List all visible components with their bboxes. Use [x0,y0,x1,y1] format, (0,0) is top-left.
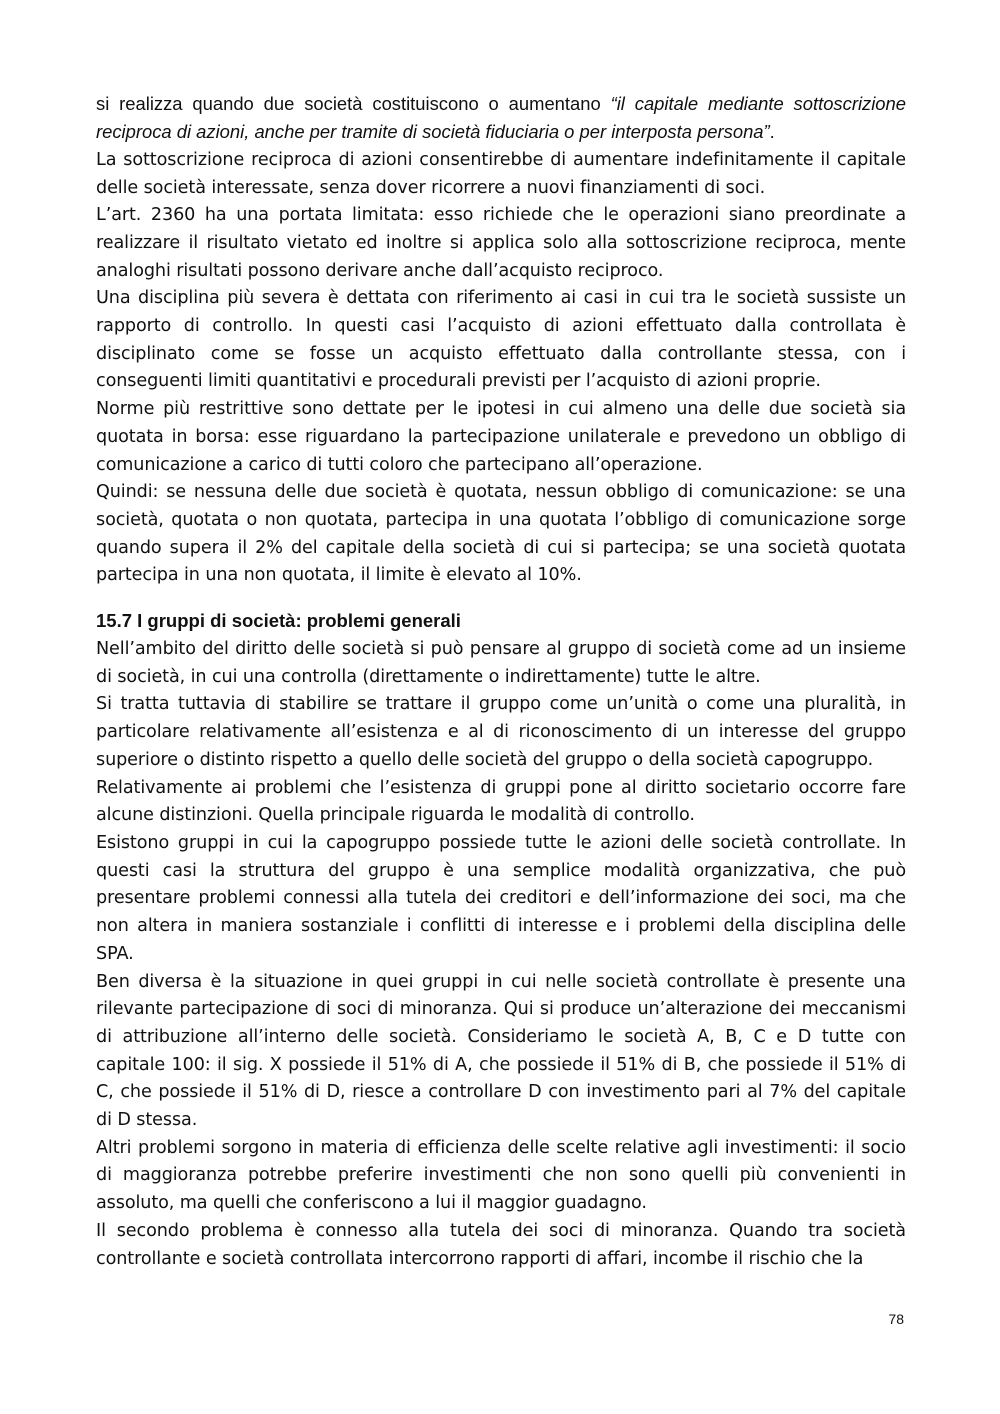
paragraph-group-unity: Si tratta tuttavia di stabilire se trattare il gruppo come un’unità o come una pluralità, in particolare relativamente all’esistenza e al di riconoscimento di un interesse del gruppo superiore o distinto rispetto a quello delle società del gruppo o della società capogruppo. [96,694,906,770]
paragraph-group-definition: Nell’ambito del diritto delle società si può pensare al gruppo di società come ad un insieme di società, in cui una controlla (direttamente o indirettamente) tutte le altre. [96,639,906,687]
document-page [96,90,906,1273]
page-number: 78 [888,1311,904,1327]
paragraph-communication-thresholds: Quindi: se nessuna delle due società è quotata, nessun obbligo di comunicazione: se una società, quotata o non quotata, partecipa in una quotata l’obbligo di comunicazione sorge quando supera il 2% del capitale della società di cui si partecipa; se una società quotata partecipa in una non quotata, il limite è elevato al 10%. [96,482,906,586]
paragraph-wholly-owned-groups: Esistono gruppi in cui la capogruppo possiede tutte le azioni delle società controllate. In questi casi la struttura del gruppo è una semplice modalità organizzativa, che può presentare problemi connessi alla tutela dei creditori e dell’informazione dei soci, ma che non altera in maniera sostanziale i conflitti di interesse e i problemi della disciplina delle SPA. [96,832,906,964]
paragraph-reciprocal-subscription-effect: La sottoscrizione reciproca di azioni consentirebbe di aumentare indefinitamente il capitale delle società interessate, senza dover ricorrere a nuovi finanziamenti di soci. [96,149,906,198]
paragraph-text: si realizza quando due società costituiscono o aumentano [96,93,611,114]
paragraph-art-2360: L’art. 2360 ha una portata limitata: esso richiede che le operazioni siano preordinate a realizzare il risultato vietato ed inoltre si applica solo alla sottoscrizione reciproca, mente analoghi risultati possono derivare anche dall’acquisto reciproco. [96,205,906,281]
paragraph-investment-efficiency: Altri problemi sorgono in materia di efficienza delle scelte relative agli investimenti: il socio di maggioranza potrebbe preferire investimenti che non sono quelli più convenienti in assoluto, ma quelli che conferiscono a lui il maggior guadagno. [96,1137,906,1214]
paragraph-punctuation: . [769,121,775,143]
quoted-law-text: “il capitale mediante sottoscrizione reciproca di azioni, anche per tramite di società fiduciaria o per interposta persona” [96,93,906,143]
section-heading: 15.7 I gruppi di società: problemi generali [96,610,461,632]
paragraph-minority-shareholders: Ben diversa è la situazione in quei gruppi in cui nelle società controllate è presente una rilevante partecipazione di soci di minoranza. Qui si produce un’alterazione dei meccanismi di attribuzione all’interno delle società. Consideriamo le società A, B, C e D tutte con capitale 100: il sig. X possiede il 51% di A, che possiede il 51% di B, che possiede il 51% di C, che possiede il 51% di D, riesce a controllare D con investimento pari al 7% del capitale di D stessa. [96,971,906,1131]
paragraph-control-relationship: Una disciplina più severa è dettata con riferimento ai casi in cui tra le società sussiste un rapporto di controllo. In questi casi l’acquisto di azioni effettuato dalla controllata è disciplinato come se fosse un acquisto effettuato dalla controllante stessa, con i conseguenti limiti quantitativi e procedurali previsti per l’acquisto di azioni proprie. [96,288,906,392]
paragraph-group-distinctions: Relativamente ai problemi che l’esistenza di gruppi pone al diritto societario occorre fare alcune distinzioni. Quella principale riguarda le modalità di controllo. [96,777,906,826]
paragraph-reciprocal-subscription-definition [96,90,906,147]
paragraph-minority-protection: Il secondo problema è connesso alla tutela dei soci di minoranza. Quando tra società controllante e società controllata intercorrono rapporti di affari, incombe il rischio che la [96,1220,906,1269]
paragraph-listed-companies: Norme più restrittive sono dettate per le ipotesi in cui almeno una delle due società sia quotata in borsa: esse riguardano la partecipazione unilaterale e prevedono un obbligo di comunicazione a carico di tutti coloro che partecipano all’operazione. [96,399,906,475]
